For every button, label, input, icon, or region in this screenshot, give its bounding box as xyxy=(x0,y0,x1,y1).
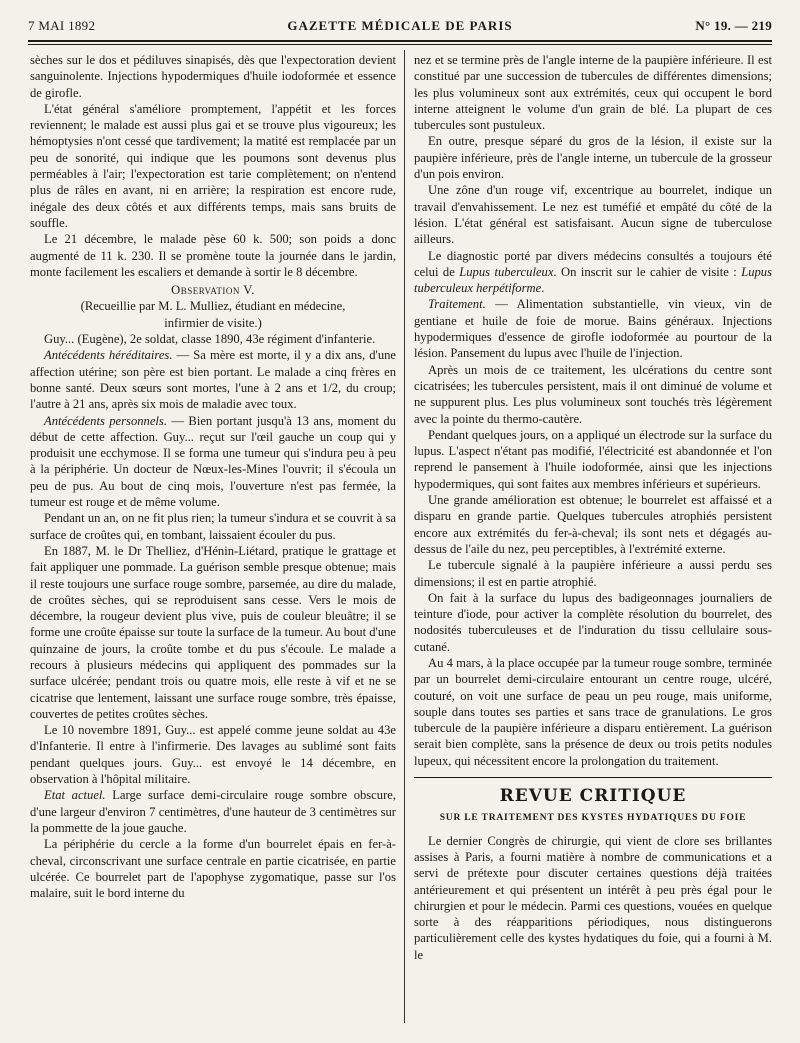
section-label: Antécédents héréditaires. xyxy=(44,348,173,363)
paragraph: nez et se termine près de l'angle interne de la paupière inférieure. Il est constitué par une succession de tubercules de différentes dimensions; les plus volumineux sont aux extrémités, ceux qui occupent le bord interne atteignent le volume d'un grain de blé. La plupart de ces tubercules sont pustuleux. xyxy=(414,53,772,133)
paragraph: Une grande amélioration est obtenue; le bourrelet est affaissé et a disparu en grande partie. Quelques tubercules atrophiés persistent encore aux extrémités du fer-à-cheval; ils sont nets et dégagés au-dessus de l'aile du nez, peu perceptibles, à l'extrémité externe. xyxy=(414,493,772,556)
paragraph xyxy=(30,347,396,412)
section-separator xyxy=(414,777,772,778)
paragraph-text: Le diagnostic porté par divers médecins consultés a toujours été celui de xyxy=(414,248,772,279)
page-number: N° 19. — 219 xyxy=(695,18,772,33)
paragraph: Le dernier Congrès de chirurgie, qui vient de clore ses brillantes assises à Paris, a fourni matière à nombre de communications et a servi de prétexte pour discuter certaines questions déjà traitées antérieurement et qui présentent un intérêt à peu près égal pour le chirurgien et pour le médecin. Parmi ces questions, vouées en quelque sorte à des réapparitions périodiques, nous distinguerons particulièrement celle des kystes hydatiques du foie, qui a fourni à M. le xyxy=(414,833,772,962)
paragraph-text: — Alimentation substantielle, vin vieux, vin de gentiane et huile de foie de morue. Bains généraux. Injections hypodermiques d'essence de girofle iodoformée au pourtour de la lésion. Pansement du lupus avec l'huile de l'injection. xyxy=(414,297,772,361)
paragraph: Après un mois de ce traitement, les ulcérations du centre sont cicatrisées; les tubercules persistent, mais il ont diminué de volume et ne suppurent plus. Les plus volumineux sont touchés très légèrement avec la pointe du thermo-cautère. xyxy=(414,362,772,426)
paragraph xyxy=(30,413,396,511)
issue-date: 7 MAI 1892 xyxy=(28,18,96,33)
paragraph: Au 4 mars, à la place occupée par la tumeur rouge sombre, terminée par un bourrelet demi-circulaire entourant un centre rouge, ulcéré, couturé, on voit une surface de peau un peu rouge, mais uniforme, souple dans toutes ses parties et sans trace de granulations. Le gros tubercule de la paupière inférieure a disparu entièrement. La guérison serait bien complète, sans la présence de deux ou trois petits nodules lupeux, qui nécessitent encore la prolongation du traitement. xyxy=(414,655,772,768)
paragraph: Guy... (Eugène), 2e soldat, classe 1890, 43e régiment d'infanterie. xyxy=(44,332,376,347)
right-column xyxy=(414,52,772,1033)
section-label: Traitement. xyxy=(428,297,486,312)
left-column xyxy=(30,52,396,1033)
diagnosis: Lupus tuberculeux xyxy=(459,264,554,279)
paragraph: Pendant quelques jours, on a appliqué un électrode sur la surface du lupus. L'aspect n'étant pas modifié, l'électricité est abandonnée et l'on reprend le pansement à l'huile iodoformée, ainsi que les injections hypodermiques, qui sont faites aux membres inférieurs et supérieurs. xyxy=(414,427,772,491)
paragraph-text: — Bien portant jusqu'à 13 ans, moment du début de cette affection. Guy... reçut sur l'œil gauche un coup qui y produisit une ecchymose. Il se forma une tumeur qui s'indura peu à peu à la périphérie. Un docteur de Nœux-les-Mines l'ouvrit; il s'écoula un peu de pus. Au bout de cinq mois, l'ouverture n'est pas fermée, la tumeur est rouge et de même volume. xyxy=(30,413,396,510)
paragraph xyxy=(414,296,772,361)
section-subtitle: SUR LE TRAITEMENT DES KYSTES HYDATIQUES DU FOIE xyxy=(439,813,747,824)
paragraph xyxy=(30,787,396,836)
paragraph: On fait à la surface du lupus des badigeonnages journaliers de teinture d'iode, pour activer la complète résolution du bourrelet, des nodosités tuberculeuses et de l'induration du tissu cellulaire sous-cutané. xyxy=(414,590,772,654)
section-title: REVUE CRITIQUE xyxy=(499,786,687,807)
diagnosis-recorded: Lupus tuberculeux herpétiforme xyxy=(414,264,772,296)
paragraph: Le 10 novembre 1891, Guy... est appelé comme jeune soldat au 43e d'Infanterie. Il entre à l'infirmerie. Des lavages au sublimé sont faits pendant quelques jours. Guy... est envoyé le 14 décembre, en observation à l'hôpital militaire. xyxy=(30,723,396,787)
header-rule xyxy=(28,40,772,42)
journal-title: GAZETTE MÉDICALE DE PARIS xyxy=(287,18,513,33)
paragraph: Le tubercule signalé à la paupière inférieure a aussi perdu ses dimensions; il est en partie atrophié. xyxy=(414,558,772,589)
observation-credit: (Recueillie par M. L. Mulliez, étudiant en médecine, xyxy=(80,299,346,314)
paragraph: La périphérie du cercle a la forme d'un bourrelet épais en fer-à-cheval, circonscrivant une surface centrale en partie cicatrisée, en partie ulcérée. Ce bourrelet part de l'apophyse zygomatique, passe sur l'os malaire, suit le bord interne du xyxy=(30,837,396,901)
page-header xyxy=(28,18,772,40)
paragraph: En 1887, M. le Dr Thelliez, d'Hénin-Liétard, pratique le grattage et fait appliquer une pommade. La guérison semble presque obtenue; mais il reste toujours une surface rouge sombre, parsemée, au dire du malade, de croûtes sèches, qui se reproduisent sans cesse. Vers le mois de décembre, la rougeur devient plus vive, puis de couleur bleuâtre; il se forme une croûte épaisse sur toute la surface de la tumeur. Au bout d'une quinzaine de jours, la croûte tombe et du pus s'écoule. Le malade a recours à plusieurs médecins qui appliquent des pommades sur la surface ulcérée; pendant trois ou quatre mois, elle reste à vif et ne se cicatrise que lentement, laissant une surface rouge sombre, très épaisse, couvertes de petites croûtes sèches. xyxy=(30,543,396,721)
paragraph-text: . On inscrit sur le cahier de visite : xyxy=(553,264,742,279)
paragraph xyxy=(414,248,772,297)
paragraph-text: Large surface demi-circulaire rouge sombre obscure, d'une largeur d'environ 7 centimètres, d'une hauteur de 3 centimètres sur la pommette de la joue gauche. xyxy=(30,788,396,835)
paragraph-text: . xyxy=(541,281,545,296)
paragraph: Une zône d'un rouge vif, excentrique au bourrelet, indique un travail d'envahissement. Le nez est tuméfié et empâté du côté de la lésion. L'état général est satisfaisant. Aucun signe de tuberculose ailleurs. xyxy=(414,183,772,247)
paragraph: Le 21 décembre, le malade pèse 60 k. 500; son poids a donc augmenté de 11 k. 230. Il se promène toute la journée dans le jardin, monte facilement les escaliers et demande à sortir le 8 décembre. xyxy=(30,232,396,279)
section-label: Antécédents personnels. xyxy=(44,413,167,428)
column-divider xyxy=(404,50,405,1023)
observation-credit-2: infirmier de visite.) xyxy=(164,315,262,330)
paragraph-text: — Sa mère est morte, il y a dix ans, d'une affection utérine; son père est bien portant. Le malade a cinq frères en bonne santé. Deux sœurs sont mortes, l'une à 2 ans et 1/2, du croup; l'autre à 21 ans, après six mois de maladie avec toux. xyxy=(30,348,396,412)
observation-title: Observation V. xyxy=(171,283,255,298)
paragraph: Pendant un an, on ne fit plus rien; la tumeur s'indura et se couvrit à sa surface de croûtes qui, en tombant, laissaient écouler du pus. xyxy=(30,511,396,542)
paragraph: L'état général s'améliore promptement, l'appétit et les forces reviennent; le malade est aussi plus gai et se trouve plus vigoureux; les hémoptysies n'ont cessé que tardivement; la matité est remplacée par un peu de sonorité, qui indique que les poumons sont devenus plus perméables à l'air; l'expectoration est tarie complètement; on n'entend plus de râles en avant, ni en arrière; la respiration est encore rude, inégale des deux côtés et aux différents temps, mais sans bruits de souffle. xyxy=(30,101,396,230)
section-label: Etat actuel. xyxy=(44,788,106,803)
paragraph: sèches sur le dos et pédiluves sinapisés, dès que l'expectoration devient sanguinolente. Injections hypodermiques d'huile iodoformée et essence de girofle. xyxy=(30,53,396,100)
paragraph: En outre, presque séparé du gros de la lésion, il existe sur la paupière inférieure, près de l'angle interne, un tubercule de la grosseur d'un pois environ. xyxy=(414,134,772,182)
header-rule-thin xyxy=(28,44,772,45)
